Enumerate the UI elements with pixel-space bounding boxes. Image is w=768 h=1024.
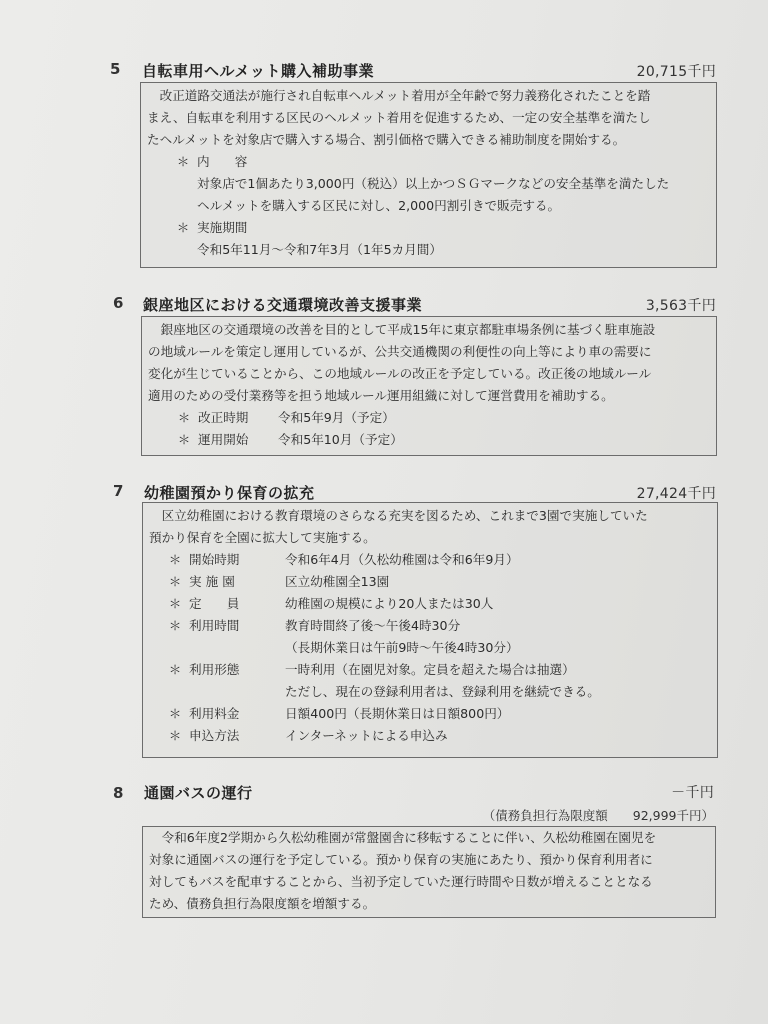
paragraph-line: まえ、自転車を利用する区民のヘルメット着用を促進するため、一定の安全基準を満たし	[147, 110, 651, 125]
debt-limit-note: （債務負担行為限度額 92,999千円）	[482, 808, 714, 823]
section-amount: －千円	[671, 785, 714, 801]
section-title: 幼稚園預かり保育の拡充	[144, 484, 315, 502]
detail-item	[148, 429, 710, 451]
paragraph-line: ため、債務負担行為限度額を増額する。	[149, 896, 376, 911]
item-value: 一時利用（在園児対象。定員を超えた場合は抽選）	[285, 662, 575, 677]
paragraph-line: 改正道路交通法が施行され自転車ヘルメット着用が全年齢で努力義務化されたことを踏	[159, 88, 651, 103]
item-label: 利用形態	[189, 662, 240, 677]
paragraph-line: の地域ルールを策定し運用しているが、公共交通機関の利便性の向上等により車の需要に	[148, 344, 652, 359]
section-number: 8	[113, 784, 124, 802]
paragraph-line: 対象に通園バスの運行を予定している。預かり保育の実施にあたり、預かり保育利用者に	[149, 852, 653, 867]
paragraph-line: 銀座地区の交通環境の改善を目的として平成15年に東京都駐車場条例に基づく駐車施設	[160, 322, 656, 337]
section-box	[142, 502, 718, 758]
paragraph-line: 令和6年度2学期から久松幼稚園が常盤園舎に移転することに伴い、久松幼稚園在園児を	[161, 830, 657, 845]
section-title: 銀座地区における交通環境改善支援事業	[143, 296, 423, 314]
section-title: 自転車用ヘルメット購入補助事業	[142, 62, 375, 80]
item-value: 令和6年4月（久松幼稚園は令和6年9月）	[285, 552, 519, 567]
item-label: 内 容	[197, 154, 248, 169]
detail-item	[149, 593, 711, 615]
asterisk-bullet: ＊	[176, 154, 190, 169]
item-label: 利用時間	[189, 618, 240, 633]
paragraph-line: 預かり保育を全園に拡大して実施する。	[149, 530, 376, 545]
asterisk-bullet: ＊	[168, 618, 182, 633]
section-box	[142, 826, 716, 918]
item-label: 申込方法	[189, 728, 240, 743]
detail-item	[149, 615, 711, 637]
paragraph-line: 対してもバスを配車することから、当初予定していた運行時間や日数が増えることとなる	[149, 874, 653, 889]
item-value: 区立幼稚園全13園	[285, 574, 390, 589]
item-value: インターネットによる申込み	[285, 728, 448, 743]
section-amount: 3,563千円	[645, 298, 716, 314]
detail-item	[148, 407, 710, 429]
asterisk-bullet: ＊	[168, 574, 182, 589]
detail-item	[149, 659, 711, 681]
paragraph-line: 区立幼稚園における教育環境のさらなる充実を図るため、これまで3園で実施していた	[161, 508, 648, 523]
item-value: 幼稚園の規模により20人または30人	[285, 596, 494, 611]
detail-item	[147, 151, 710, 173]
item-label: 実施期間	[197, 220, 248, 235]
item-value: 令和5年11月～令和7年3月（1年5カ月間）	[197, 242, 442, 257]
paragraph-line: 変化が生じていることから、この地域ルールの改正を予定している。改正後の地域ルール	[148, 366, 652, 381]
item-label: 利用料金	[189, 706, 240, 721]
paragraph-line: たヘルメットを対象店で購入する場合、割引価格で購入できる補助制度を開始する。	[147, 132, 626, 147]
item-label: 定 員	[189, 596, 240, 611]
item-value: 対象店で1個あたり3,000円（税込）以上かつＳＧマークなどの安全基準を満たした	[197, 176, 670, 191]
section-amount: 20,715千円	[636, 64, 716, 80]
item-label: 開始時期	[189, 552, 240, 567]
asterisk-bullet: ＊	[168, 662, 182, 677]
asterisk-bullet: ＊	[168, 552, 182, 567]
detail-item	[149, 549, 711, 571]
asterisk-bullet: ＊	[177, 432, 191, 447]
asterisk-bullet: ＊	[177, 410, 191, 425]
paragraph-line: 適用のための受付業務等を担う地域ルール運用組織に対して運営費用を補助する。	[148, 388, 614, 403]
section-box	[140, 82, 717, 268]
item-value: ヘルメットを購入する区民に対し、2,000円割引きで販売する。	[197, 198, 561, 213]
asterisk-bullet: ＊	[176, 220, 190, 235]
item-value: 日額400円（長期休業日は日額800円）	[285, 706, 510, 721]
item-label: 運用開始	[198, 432, 249, 447]
asterisk-bullet: ＊	[168, 596, 182, 611]
item-value: 令和5年10月（予定）	[278, 432, 403, 447]
item-value: 令和5年9月（予定）	[278, 410, 395, 425]
section-number: 6	[113, 294, 124, 312]
item-label: 改正時期	[198, 410, 249, 425]
detail-item	[149, 703, 711, 725]
item-value-continued: （長期休業日は午前9時～午後4時30分）	[285, 640, 519, 655]
section-number: 5	[110, 60, 121, 78]
detail-item	[149, 725, 711, 747]
asterisk-bullet: ＊	[168, 706, 182, 721]
detail-item	[147, 217, 710, 239]
asterisk-bullet: ＊	[168, 728, 182, 743]
section-amount: 27,424千円	[636, 486, 716, 502]
section-box	[141, 316, 717, 456]
section-title: 通園バスの運行	[144, 784, 253, 802]
item-value: 教育時間終了後～午後4時30分	[285, 618, 461, 633]
item-value-continued: ただし、現在の登録利用者は、登録利用を継続できる。	[285, 684, 600, 699]
detail-item	[149, 571, 711, 593]
item-label: 実 施 園	[189, 574, 235, 589]
section-number: 7	[113, 482, 124, 500]
